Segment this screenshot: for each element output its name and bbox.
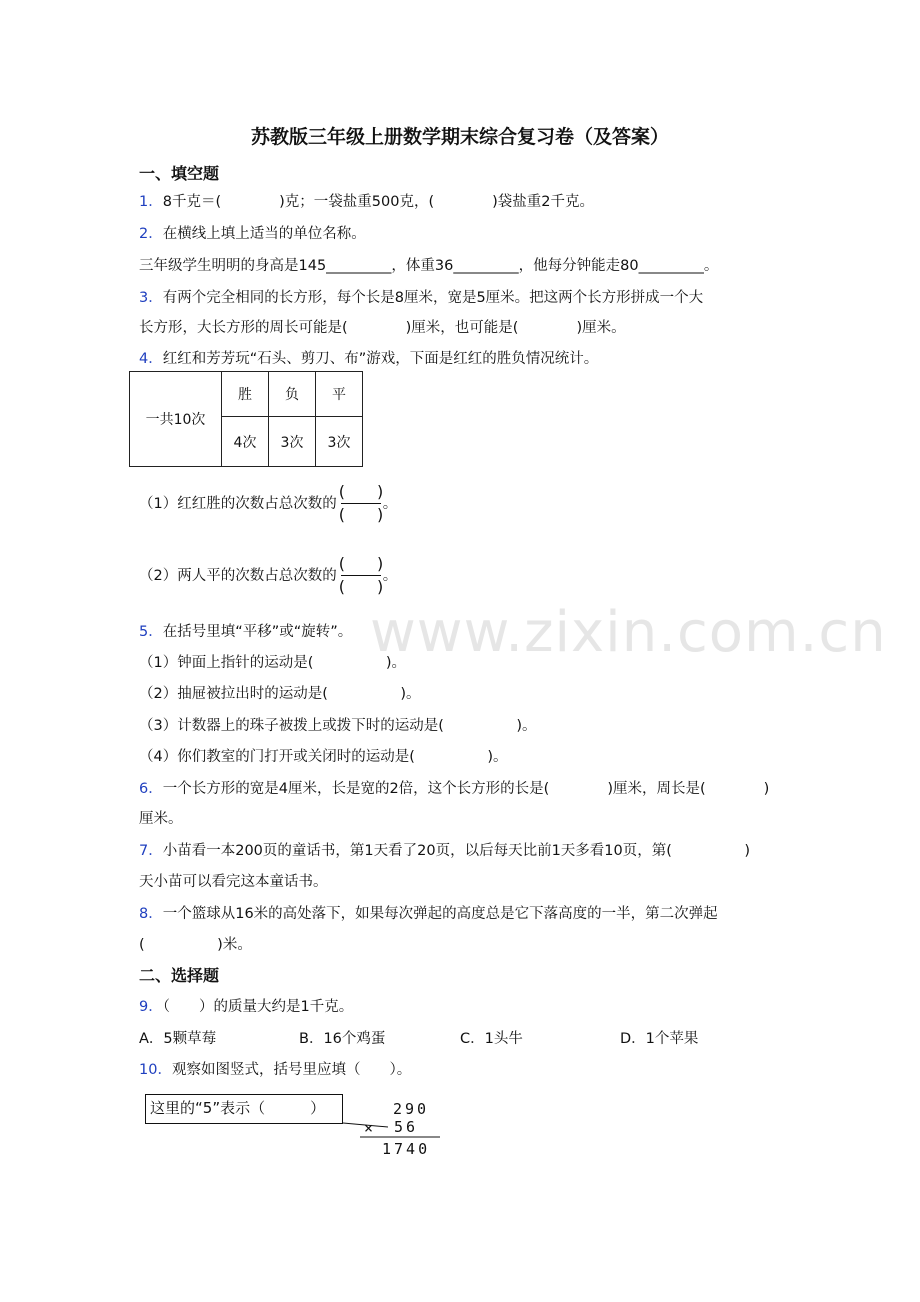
table-cell-lose: 3次 [269, 417, 316, 467]
callout-box: 这里的“5”表示（ ） [145, 1094, 343, 1124]
question-7-line-2: 天小苗可以看完这本童话书。 [139, 874, 328, 890]
question-number: 5． [139, 624, 163, 640]
sub-question-text: （2）两人平的次数占总次数的 [139, 568, 337, 584]
table-cell-draw: 3次 [316, 417, 363, 467]
question-4 [139, 347, 598, 368]
question-text: 红红和芳芳玩“石头、剪刀、布”游戏，下面是红红的胜负情况统计。 [162, 351, 599, 367]
product: 1740 [382, 1140, 431, 1158]
question-4-sub-2 [139, 554, 397, 598]
question-number: 9． [139, 999, 163, 1015]
section-heading-choice: 二、选择题 [139, 966, 220, 985]
question-10 [139, 1058, 411, 1079]
sentence-end: 。 [382, 496, 398, 512]
fraction-blank [339, 482, 383, 526]
option-c[interactable]: C．1头牛 [460, 1031, 523, 1047]
question-7 [139, 839, 750, 860]
question-6 [139, 777, 769, 798]
question-text: （ ）的质量大约是1千克。 [162, 999, 354, 1015]
table-row-label: 一共10次 [130, 372, 222, 467]
question-number: 1． [139, 194, 163, 210]
question-5 [139, 620, 352, 641]
question-8-line-2: ( )米。 [139, 937, 252, 953]
question-number: 3． [139, 290, 163, 306]
question-number: 10． [139, 1062, 172, 1078]
times-sign: × [364, 1119, 377, 1137]
page-title: 苏教版三年级上册数学期末综合复习卷（及答案） [250, 126, 669, 148]
fraction-numerator-blank: ( ) [338, 482, 384, 501]
option-d[interactable]: D．1个苹果 [620, 1031, 699, 1047]
question-2-line-2: 三年级学生明明的身高是145_________，体重36_________，他每分钟能走80_________。 [139, 258, 719, 274]
question-9 [139, 995, 353, 1016]
question-text: 一个长方形的宽是4厘米，长是宽的2倍，这个长方形的长是( )厘米，周长是( ) [162, 781, 770, 797]
question-number: 4． [139, 351, 163, 367]
sentence-end: 。 [382, 568, 398, 584]
question-text: 在横线上填上适当的单位名称。 [162, 226, 366, 242]
question-text: 观察如图竖式，括号里应填（ ）。 [171, 1062, 412, 1078]
question-5-sub-1: （1）钟面上指针的运动是( )。 [139, 655, 407, 671]
question-5-sub-2: （2）抽屉被拉出时的运动是( )。 [139, 686, 421, 702]
question-number: 7． [139, 843, 163, 859]
table-header-draw: 平 [316, 372, 363, 417]
question-text: 小苗看一本200页的童话书，第1天看了20页，以后每天比前1天多看10页，第( ) [162, 843, 751, 859]
question-number: 2． [139, 226, 163, 242]
question-3-line-2: 长方形，大长方形的周长可能是( )厘米，也可能是( )厘米。 [139, 320, 626, 336]
sub-question-text: （1）红红胜的次数占总次数的 [139, 496, 337, 512]
fraction-denominator-blank: ( ) [338, 505, 384, 524]
option-b[interactable]: B．16个鸡蛋 [299, 1031, 386, 1047]
question-text: 在括号里填“平移”或“旋转”。 [162, 624, 353, 640]
question-5-sub-3: （3）计数器上的珠子被拨上或拨下时的运动是( )。 [139, 718, 537, 734]
option-a[interactable]: A．5颗草莓 [139, 1031, 217, 1047]
question-6-line-2: 厘米。 [139, 811, 183, 827]
multiplier: 56 [394, 1118, 419, 1136]
game-result-table [129, 371, 363, 467]
question-3 [139, 286, 703, 307]
fraction-denominator-blank: ( ) [338, 577, 384, 596]
fraction-numerator-blank: ( ) [338, 554, 384, 573]
question-2 [139, 222, 366, 243]
watermark-text: www.zixin.com.cn [370, 600, 887, 665]
fraction-blank [339, 554, 383, 598]
table-header-win: 胜 [222, 372, 269, 417]
multiplicand: 290 [393, 1100, 430, 1118]
question-text: 有两个完全相同的长方形，每个长是8厘米，宽是5厘米。把这两个长方形拼成一个大 [162, 290, 704, 306]
question-text: 一个篮球从16米的高处落下，如果每次弹起的高度总是它下落高度的一半，第二次弹起 [162, 906, 718, 922]
question-8 [139, 902, 718, 923]
question-4-sub-1 [139, 482, 397, 526]
section-heading-fill: 一、填空题 [139, 164, 220, 183]
question-number: 6． [139, 781, 163, 797]
fraction-bar [341, 503, 381, 504]
question-number: 8． [139, 906, 163, 922]
fraction-bar [341, 575, 381, 576]
question-1 [139, 190, 594, 211]
question-5-sub-4: （4）你们教室的门打开或关闭时的运动是( )。 [139, 749, 508, 765]
table-header-lose: 负 [269, 372, 316, 417]
table-cell-win: 4次 [222, 417, 269, 467]
question-text: 8千克＝( )克；一袋盐重500克，( )袋盐重2千克。 [162, 194, 594, 210]
